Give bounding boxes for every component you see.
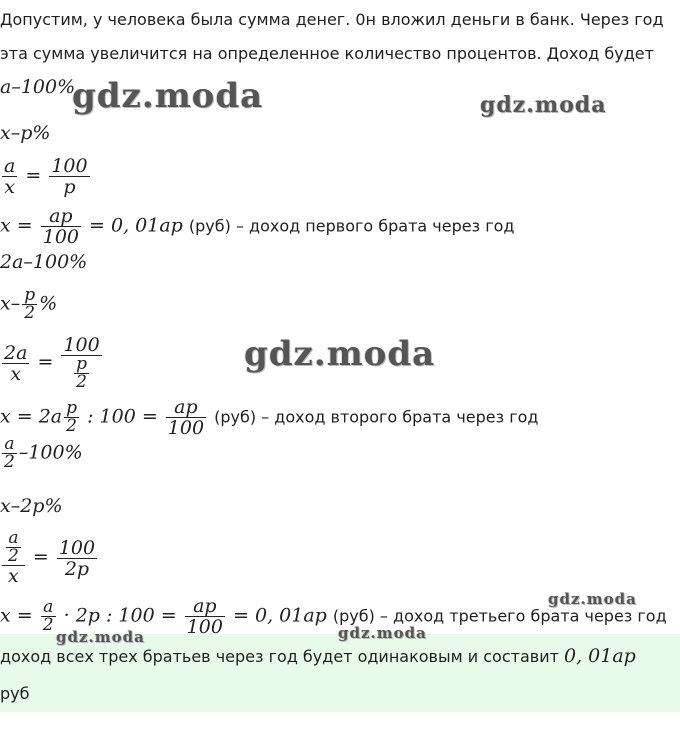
answer-line-1: доход всех трех братьев через год будет одинаковым и составит 0, 01ap	[0, 645, 636, 667]
watermark-logo: gdz.moda	[56, 628, 145, 646]
watermark-logo: gdz.moda	[548, 590, 637, 608]
solution-2: x = 2a $\frac{p}{2}$ : 100 = $\frac{ap}{100}$ (руб) – доход второго брата через год	[0, 396, 539, 439]
answer-line-2: руб	[0, 684, 30, 703]
ratio-equation-2: $\frac{2a}{x}$ = $\frac{100}{\frac{p}{2}}$	[4, 334, 100, 392]
proportion-x-2p: x–2p%	[0, 495, 63, 517]
proportion-a-100: a–100%	[0, 76, 76, 98]
intro-line-2: эта сумма увеличится на определенное количество процентов. Доход будет	[0, 44, 654, 63]
proportion-2a-100: 2a–100%	[0, 251, 88, 273]
intro-line-1: Допустим, у человека была сумма денег. 0н вложил деньги в банк. Через год	[0, 10, 664, 29]
solution-1: x = $\frac{ap}{100}$ = 0, 01ap (руб) – доход первого брата через год	[0, 205, 515, 248]
watermark-logo: gdz.moda	[72, 76, 264, 116]
proportion-x-p: x–p%	[0, 122, 51, 144]
ratio-equation-1: $\frac{a}{x}$ = $\frac{100}{p}$	[4, 155, 88, 198]
watermark-logo: gdz.moda	[338, 624, 427, 642]
solution-3: x = $\frac{a}{2}$ · 2p : 100 = $\frac{ap}{100}$ = 0, 01ap (руб) – доход третьего брата через год	[0, 595, 667, 638]
watermark-logo: gdz.moda	[480, 92, 607, 118]
ratio-equation-3: $\frac{\frac{a}{2}}{x}$ = $\frac{100}{2p}$	[0, 530, 99, 586]
proportion-a-half-100: $\frac{a}{2}$ –100%	[4, 434, 83, 472]
proportion-x-p-half: x– $\frac{p}{2}$ %	[0, 285, 58, 323]
watermark-logo: gdz.moda	[244, 334, 436, 374]
answer-math: 0, 01ap	[564, 645, 636, 667]
